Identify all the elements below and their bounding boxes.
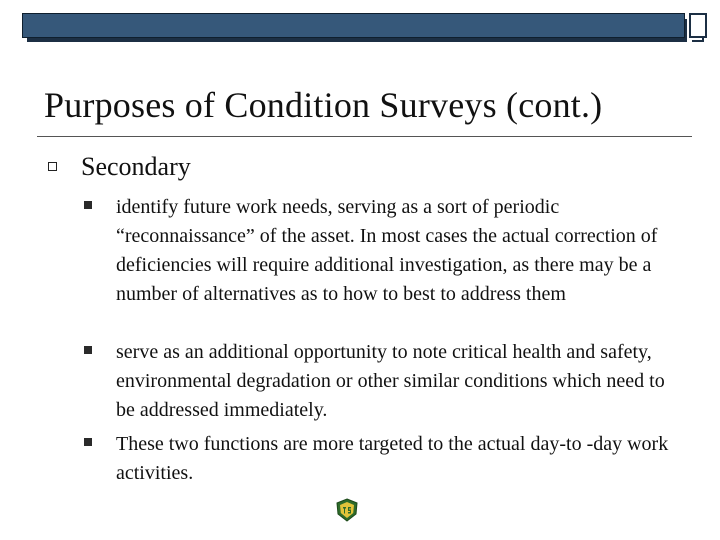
corner-decoration [689, 13, 707, 38]
bullet-text: These two functions are more targeted to the actual day-to -day work activities. [116, 433, 669, 484]
filled-square-icon [84, 438, 92, 446]
filled-square-icon [84, 346, 92, 354]
hollow-square-icon [48, 162, 57, 171]
filled-square-icon [84, 201, 92, 209]
slide-title: Purposes of Condition Surveys (cont.) [44, 85, 603, 125]
header-banner [22, 13, 685, 38]
forest-service-shield-icon [335, 498, 359, 522]
section-heading-text: Secondary [81, 152, 191, 181]
bullet-text: identify future work needs, serving as a sort of periodic “reconnaissance” of the asset. In most cases the actual correction of deficiencies will require additional investigation, as there may be a number of alternatives as to how to best to address them [116, 196, 658, 305]
bullet-text: serve as an additional opportunity to note critical health and safety, environmental degradation or other similar conditions which need to be addressed immediately. [116, 341, 665, 421]
title-divider [37, 136, 692, 137]
